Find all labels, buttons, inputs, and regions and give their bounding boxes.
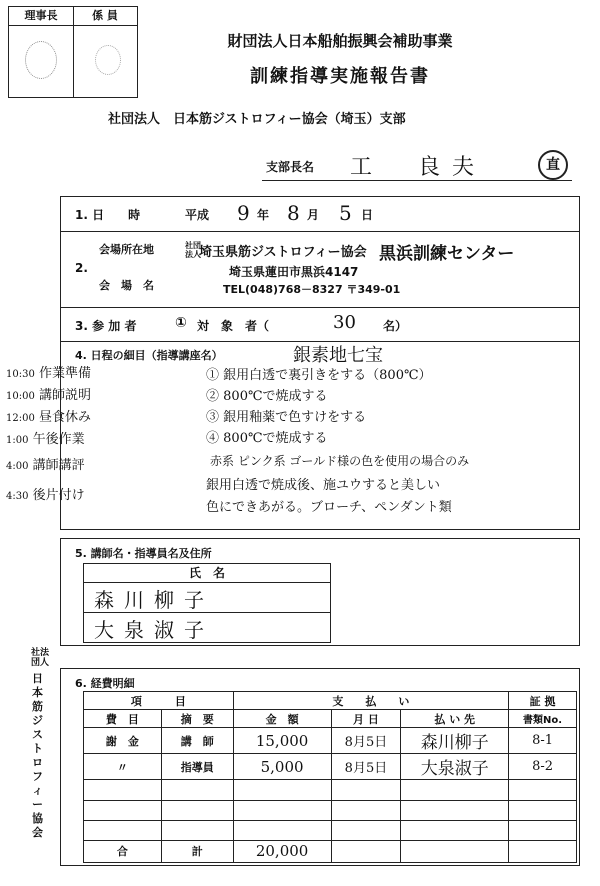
- date-label: 1. 日 時: [75, 208, 141, 222]
- total-row: [84, 840, 577, 862]
- table-row: [84, 800, 577, 820]
- instructor-name: 森川柳子: [94, 588, 214, 612]
- report-title: 訓練指導実施報告書: [250, 66, 430, 87]
- side-org-name: 日本筋ジストロフィー協会: [32, 672, 43, 839]
- participants-mark: ①: [175, 315, 187, 331]
- name-column-header: 氏 名: [84, 564, 330, 583]
- table-row: [84, 728, 577, 754]
- header-payment: 支 払 い: [233, 692, 508, 710]
- table-row: [84, 820, 577, 840]
- expense-cell: 謝 金: [84, 728, 162, 754]
- table-row: [84, 754, 577, 780]
- branch-head-label: 支部長名: [266, 160, 315, 174]
- step-item: ③ 銀用釉薬で色すけをする: [206, 410, 367, 425]
- total-amount: 20,000: [233, 840, 331, 862]
- venue-address-label: 会場所在地: [99, 243, 154, 256]
- participant-unit: 名）: [383, 319, 408, 333]
- schedule-item: 1:00 午後作業: [6, 432, 85, 447]
- branch-head-seal: 直: [538, 150, 568, 180]
- schedule-item: 10:00 講師説明: [6, 388, 91, 403]
- header-doc-no: 書類No.: [509, 710, 577, 728]
- program-title: 財団法人日本船舶振興会補助事業: [227, 32, 453, 50]
- total-label-1: 合: [84, 840, 162, 862]
- step-item: ② 800℃で焼成する: [206, 389, 328, 404]
- participants-label: 3. 参 加 者: [75, 319, 137, 333]
- side-org-small: 社法 団人: [30, 648, 49, 668]
- venue-name-label: 会 場 名: [99, 279, 154, 292]
- association-line: 社団法人 日本筋ジストロフィー協会（埼玉）支部: [108, 112, 406, 127]
- date-day-unit: 日: [361, 208, 374, 222]
- note-line: 銀用白透で焼成後、施ユウすると美しい: [206, 478, 441, 493]
- header-expense: 費 目: [84, 710, 162, 728]
- date-era: 平成: [185, 208, 210, 222]
- center-name: 黒浜訓練センター: [379, 244, 515, 264]
- venue-tel: TEL(048)768－8327 〒349-01: [223, 283, 401, 296]
- header-item: 項 目: [84, 692, 234, 710]
- date-year: 9: [237, 201, 250, 225]
- org-name: 埼玉県筋ジストロフィー協会: [199, 245, 367, 260]
- section-participants: [61, 307, 579, 342]
- director-seal: [25, 41, 57, 79]
- org-small: 社団 法人: [185, 241, 201, 259]
- summary-cell: 指導員: [161, 754, 233, 780]
- schedule-item: 12:00 昼食休み: [6, 410, 91, 425]
- note-line: 赤系 ピンク系 ゴールド様の色を使用の場合のみ: [210, 454, 470, 468]
- table-row: [84, 780, 577, 800]
- date-year-unit: 年: [257, 208, 270, 222]
- schedule-label: 4. 日程の細目（指導講座名）: [75, 349, 223, 362]
- target-label: 対 象 者（: [197, 319, 270, 333]
- total-label-2: 計: [161, 840, 233, 862]
- instructor-name: 大泉淑子: [94, 618, 214, 642]
- schedule-item: 10:30 作業準備: [6, 366, 91, 381]
- date-month-unit: 月: [307, 208, 320, 222]
- header-amount: 金 額: [233, 710, 331, 728]
- expense-table: [83, 691, 577, 863]
- branch-head-name: 工 良夫: [350, 155, 487, 180]
- approval-stamps: [8, 6, 138, 98]
- section-date: [61, 197, 579, 232]
- doc-no-cell: 8-1: [509, 728, 577, 754]
- schedule-item: 4:30 後片付け: [6, 488, 85, 503]
- course-title: 銀素地七宝: [293, 345, 383, 366]
- staff-seal: [95, 45, 121, 75]
- staff-label: 係 員: [73, 7, 137, 26]
- expense-cell: 〃: [84, 754, 162, 780]
- note-line: 色にできあがる。ブローチ、ペンダント類: [206, 500, 452, 515]
- header-payee: 払 い 先: [401, 710, 509, 728]
- venue-address: 埼玉県蓮田市黒浜4147: [229, 265, 359, 279]
- participant-count: 30: [333, 312, 356, 333]
- step-item: ① 銀用白透で裏引きをする（800℃）: [206, 368, 432, 383]
- instructor-table: [83, 563, 331, 643]
- section-instructors: [60, 538, 580, 646]
- date-cell: 8月5日: [331, 728, 401, 754]
- header-evidence: 証 拠: [509, 692, 577, 710]
- header-summary: 摘 要: [161, 710, 233, 728]
- date-month: 8: [287, 201, 300, 225]
- amount-cell: 15,000: [233, 728, 331, 754]
- director-label: 理事長: [9, 7, 74, 26]
- payee-cell: 大泉淑子: [401, 754, 509, 780]
- section-expenses: [60, 668, 580, 866]
- doc-no-cell: 8-2: [509, 754, 577, 780]
- amount-cell: 5,000: [233, 754, 331, 780]
- date-cell: 8月5日: [331, 754, 401, 780]
- date-day: 5: [339, 201, 352, 225]
- expenses-label: 6. 経費明細: [75, 677, 135, 690]
- instructors-label: 5. 講師名・指導員名及住所: [75, 547, 212, 560]
- header-date: 月 日: [331, 710, 401, 728]
- schedule-item: 4:00 講師講評: [6, 458, 85, 473]
- section-venue: [61, 231, 579, 308]
- payee-cell: 森川柳子: [401, 728, 509, 754]
- venue-num: 2.: [75, 261, 88, 275]
- step-item: ④ 800℃で焼成する: [206, 431, 328, 446]
- summary-cell: 講 師: [161, 728, 233, 754]
